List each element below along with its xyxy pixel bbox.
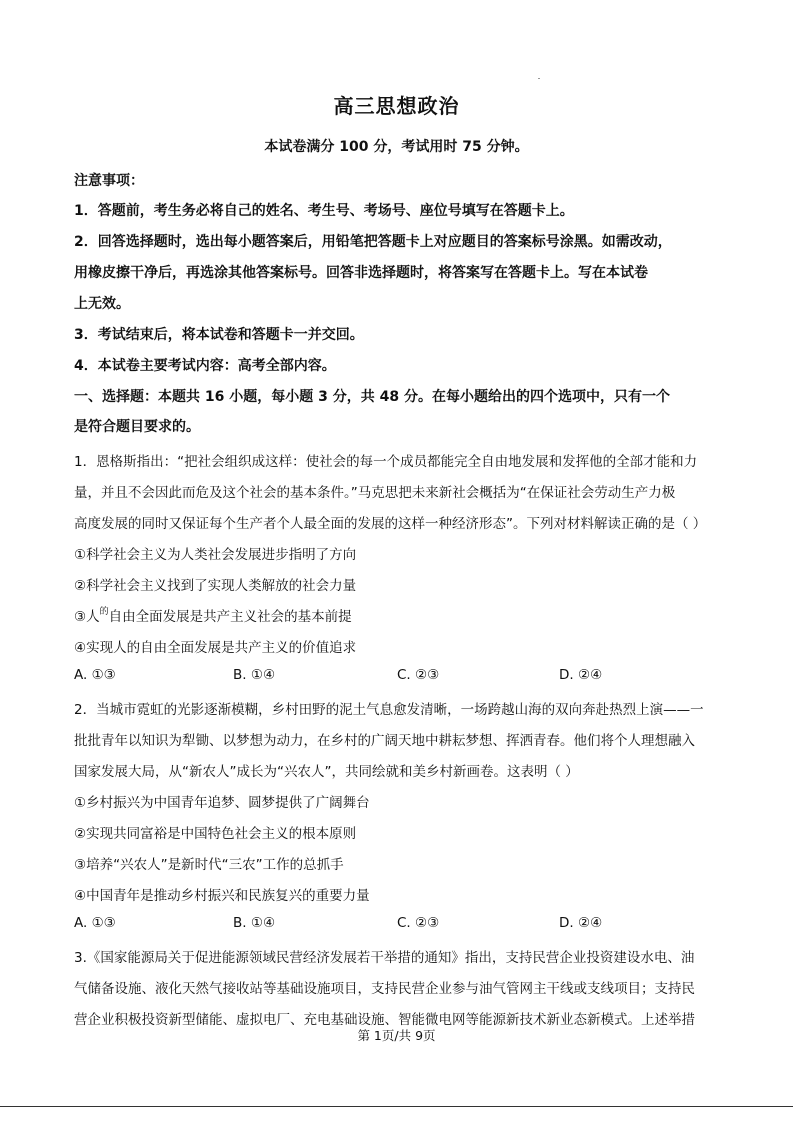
q1-statement-2: ②科学社会主义找到了实现人类解放的社会力量 (74, 578, 357, 594)
q2-statement-1: ①乡村振兴为中国青年追梦、圆梦提供了广阔舞台 (74, 795, 370, 811)
q1-statement-3-sup: 的 (99, 607, 109, 617)
q2-stem-line-2: 批批青年以知识为犁锄、以梦想为动力，在乡村的广阔天地中耕耘梦想、挥洒青春。他们将个人理想融入 (74, 733, 695, 749)
note-2-line-1: 2．回答选择题时，选出每小题答案后，用铅笔把答题卡上对应题目的答案标号涂黑。如需改动， (74, 234, 672, 250)
q2-option-d[interactable]: D. ②④ (559, 915, 603, 931)
exam-subtitle: 本试卷满分 100 分，考试用时 75 分钟。 (264, 139, 529, 155)
q1-statement-3-part-a: ③人 (74, 609, 100, 625)
q2-stem-line-3: 国家发展大局，从“新农人”成长为“兴农人”，共同绘就和美乡村新画卷。这表明（ ） (74, 764, 579, 780)
q1-stem-line-3: 高度发展的同时又保证每个生产者个人最全面的发展的这样一种经济形态”。下列对材料解读正确的是（ ） (74, 516, 707, 532)
q2-statement-2: ②实现共同富裕是中国特色社会主义的根本原则 (74, 826, 357, 842)
scan-speck (538, 78, 540, 79)
note-2-line-3: 上无效。 (74, 296, 130, 312)
q1-option-a[interactable]: A. ①③ (74, 667, 116, 683)
q1-stem-line-1: 1．恩格斯指出：“把社会组织成这样：使社会的每一个成员都能完全自由地发展和发挥他的全部才能和力 (74, 454, 698, 470)
q2-option-c[interactable]: C. ②③ (397, 915, 440, 931)
bottom-rule (0, 1106, 793, 1107)
q2-option-a[interactable]: A. ①③ (74, 915, 116, 931)
notes-heading: 注意事项： (74, 173, 144, 189)
page-title: 高三思想政治 (333, 94, 460, 118)
q1-statement-1: ①科学社会主义为人类社会发展进步指明了方向 (74, 547, 357, 563)
q1-option-d[interactable]: D. ②④ (559, 667, 603, 683)
section-1-line-2: 是符合题目要求的。 (74, 419, 200, 435)
note-4: 4．本试卷主要考试内容：高考全部内容。 (74, 358, 336, 374)
q2-stem-line-1: 2．当城市霓虹的光影逐渐模糊，乡村田野的泥土气息愈发清晰，一场跨越山海的双向奔赴热烈上演——一 (74, 702, 704, 718)
q3-stem-line-1: 3.《国家能源局关于促进能源领域民营经济发展若干举措的通知》指出，支持民营企业投资建设水电、油 (74, 950, 695, 966)
section-1-line-1: 一、选择题：本题共 16 小题，每小题 3 分，共 48 分。在每小题给出的四个选项中，只有一个 (74, 389, 670, 405)
note-1: 1．答题前，考生务必将自己的姓名、考生号、考场号、座位号填写在答题卡上。 (74, 203, 574, 219)
note-3: 3．考试结束后，将本试卷和答题卡一并交回。 (74, 327, 364, 343)
q1-stem-line-2: 量，并且不会因此而危及这个社会的基本条件。”马克思把未来新社会概括为“在保证社会劳动生产力极 (74, 485, 676, 501)
q2-statement-3: ③培养“兴农人”是新时代“三农”工作的总抓手 (74, 857, 344, 873)
q1-statement-4: ④实现人的自由全面发展是共产主义的价值追求 (74, 640, 357, 656)
q2-option-b[interactable]: B. ①④ (233, 915, 276, 931)
q1-statement-3 (74, 605, 352, 625)
q2-statement-4: ④中国青年是推动乡村振兴和民族复兴的重要力量 (74, 888, 370, 904)
page-footer: 第 1页/共 9页 (357, 1028, 436, 1043)
q3-stem-line-3: 营企业积极投资新型储能、虚拟电厂、充电基础设施、智能微电网等能源新技术新业态新模式。上述举措 (74, 1012, 695, 1028)
q1-option-c[interactable]: C. ②③ (397, 667, 440, 683)
q3-stem-line-2: 气储备设施、液化天然气接收站等基础设施项目，支持民营企业参与油气管网主干线或支线项目；支持民 (74, 981, 695, 997)
q1-option-b[interactable]: B. ①④ (233, 667, 276, 683)
q1-statement-3-part-b: 自由全面发展是共产主义社会的基本前提 (108, 609, 352, 625)
note-2-line-2: 用橡皮擦干净后，再选涂其他答案标号。回答非选择题时，将答案写在答题卡上。写在本试卷 (74, 265, 648, 281)
